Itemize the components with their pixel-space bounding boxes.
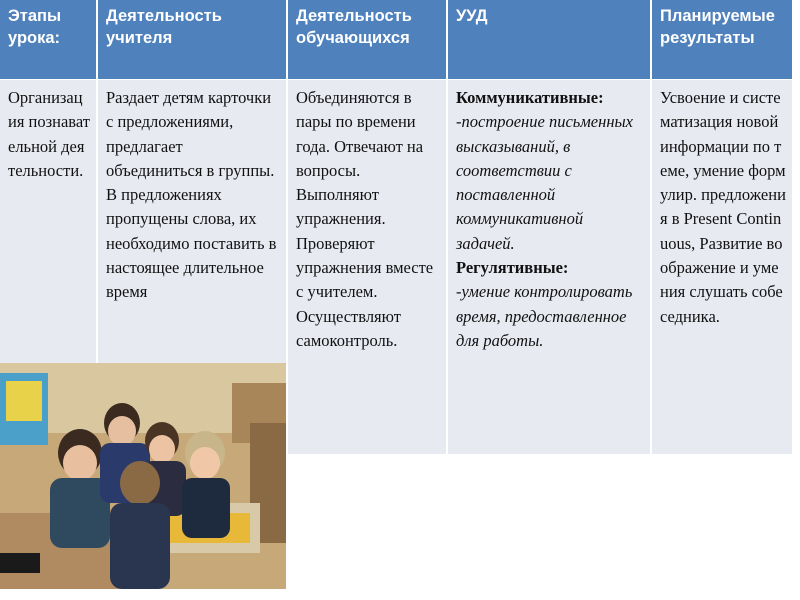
classroom-photo — [0, 363, 286, 589]
header-uud: УУД — [448, 0, 650, 79]
uud-communicative-title: Коммуникативные: — [456, 88, 604, 107]
cell-student-activity — [288, 80, 446, 454]
teacher-text-2: В предложениях пропущены слова, их необходимо поставить в настоящее длительное время — [106, 185, 277, 302]
teacher-text-1: Раздает детям карточки с предложениями, предлагает объединиться в группы. — [106, 88, 275, 180]
cell-uud — [448, 80, 650, 454]
students-text: Объединяются в пары по времени года. Отвечают на вопросы. Выполняют упражнения. Проверяют упражнения вместе с учителем. Осуществляют самоконтроль. — [296, 88, 434, 350]
stage-text: Организация познавательной деятельности. — [8, 88, 90, 180]
cell-planned-results — [652, 80, 792, 454]
uud-regulatory-title: Регулятивные: — [456, 258, 569, 278]
uud-regulatory-text: -умение контролировать время, предоставленное для работы. — [456, 282, 633, 350]
header-student-activity: Деятельность обучающихся — [288, 0, 446, 79]
classroom-photo-illustration — [0, 363, 286, 589]
header-stages: Этапы урока: — [0, 0, 96, 79]
header-planned-results: Планируемые результаты — [652, 0, 792, 79]
uud-communicative-text: -построение письменных высказываний, в соответствии с поставленной коммуникативной задачей. — [456, 112, 633, 253]
results-text: Усвоение и систематизация новой информации по теме, умение формулир. предложения в Present Continuous, Развитие воображение и умения слушать собеседника. — [660, 88, 786, 326]
header-teacher-activity: Деятельность учителя — [98, 0, 286, 79]
